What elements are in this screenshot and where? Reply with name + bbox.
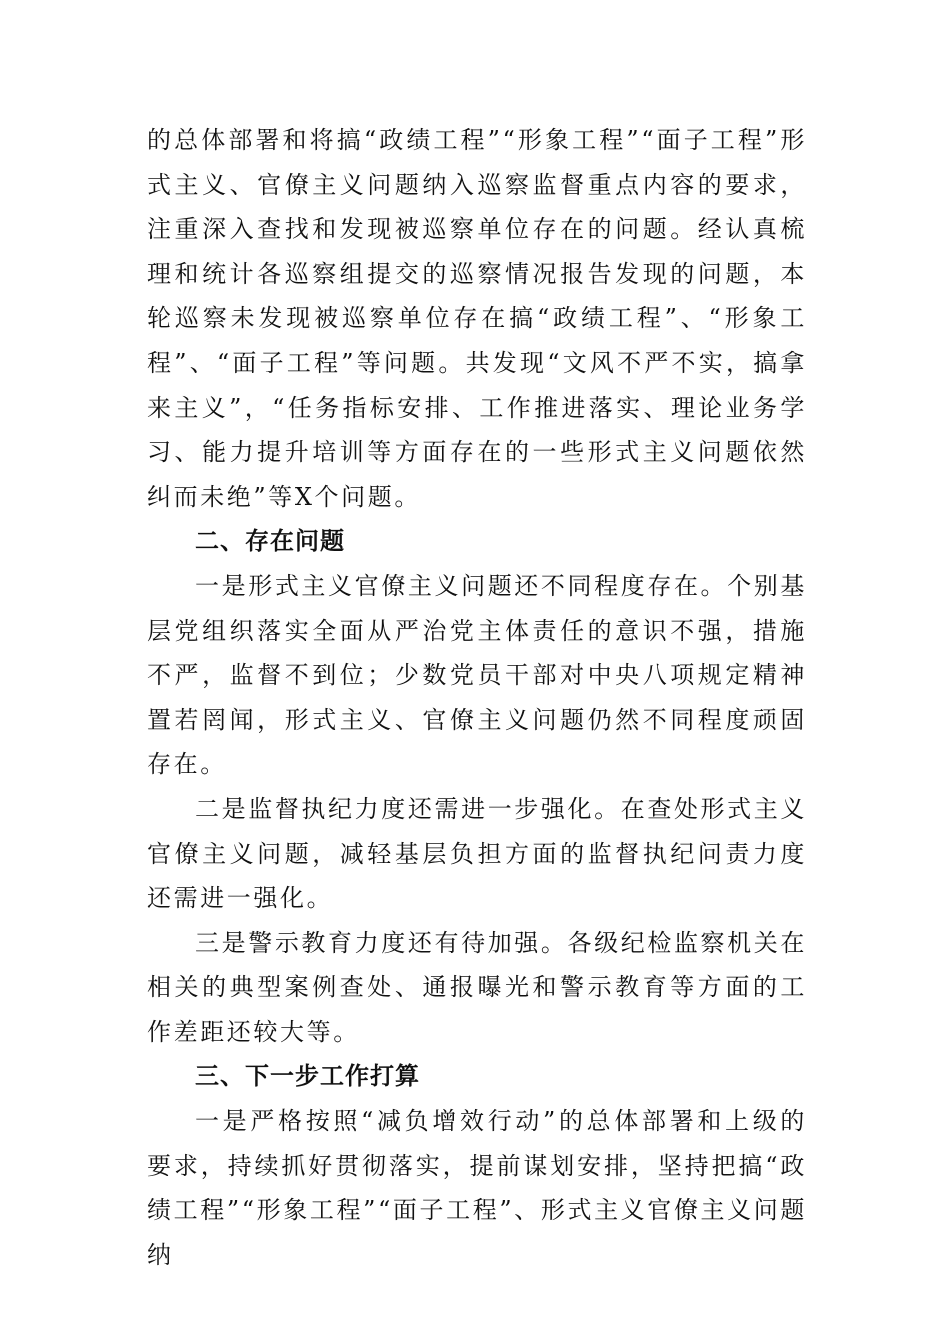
paragraph-problem-2: 二是监督执纪力度还需进一步强化。在查处形式主义官僚主义问题，减轻基层负担方面的监督执纪问责力度还需进一强化。 (147, 794, 807, 913)
paragraph-problem-3: 三是警示教育力度还有待加强。各级纪检监察机关在相关的典型案例查处、通报曝光和警示教育等方面的工作差距还较大等。 (147, 928, 807, 1046)
section-heading-problems: 二、存在问题 (195, 527, 345, 556)
document-body (147, 118, 807, 1277)
paragraph-plan-1: 一是严格按照“减负增效行动”的总体部署和上级的要求，持续抓好贯彻落实，提前谋划安排，坚持把搞“政绩工程”“形象工程”“面子工程”、形式主义官僚主义问题纳 (147, 1107, 807, 1269)
paragraph-intro: 的总体部署和将搞“政绩工程”“形象工程”“面子工程”形式主义、官僚主义问题纳入巡察监督重点内容的要求，注重深入查找和发现被巡察单位存在的问题。经认真梳理和统计各巡察组提交的巡察情况报告发现的问题，本轮巡察未发现被巡察单位存在搞“政绩工程”、“形象工程”、“面子工程”等问题。共发现“文风不严不实，搞拿来主义”，“任务指标安排、工作推进落实、理论业务学习、能力提升培训等方面存在的一些形式主义问题依然纠而未绝”等X个问题。 (147, 126, 807, 511)
section-heading-next-steps: 三、下一步工作打算 (195, 1062, 420, 1091)
paragraph-problem-1: 一是形式主义官僚主义问题还不同程度存在。个别基层党组织落实全面从严治党主体责任的意识不强，措施不严，监督不到位；少数党员干部对中央八项规定精神置若罔闻，形式主义、官僚主义问题仍然不同程度顽固存在。 (147, 571, 807, 779)
